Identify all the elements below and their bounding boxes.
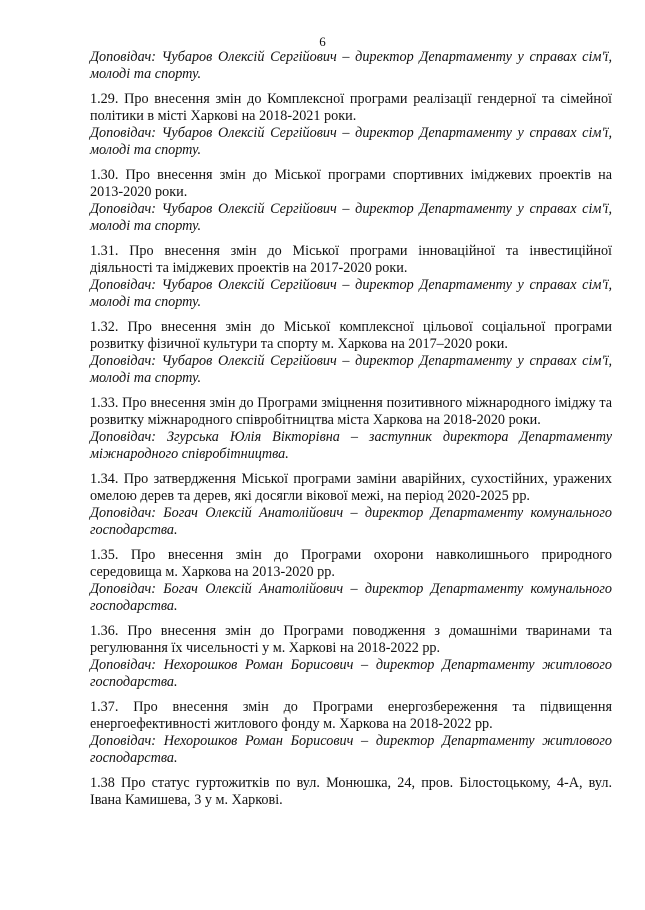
agenda-item-title: 1.37. Про внесення змін до Програми енергозбереження та підвищення енергоефективності житлового фонду м. Харкова на 2018-2022 рр.	[90, 699, 612, 732]
agenda-item	[90, 699, 612, 767]
agenda-item-speaker: Доповідач: Чубаров Олексій Сергійович – директор Департаменту у справах сім'ї, молоді та спорту.	[90, 353, 612, 386]
agenda-item-title: 1.35. Про внесення змін до Програми охорони навколишнього природного середовища м. Харкова на 2013-2020 рр.	[90, 547, 612, 580]
agenda-item	[90, 167, 612, 235]
agenda-item	[90, 471, 612, 539]
agenda-item	[90, 775, 612, 809]
agenda-item	[90, 91, 612, 159]
agenda-item-speaker: Доповідач: Чубаров Олексій Сергійович – директор Департаменту у справах сім'ї, молоді та спорту.	[90, 277, 612, 310]
agenda-item-title: 1.29. Про внесення змін до Комплексної програми реалізації гендерної та сімейної політики в місті Харкові на 2018-2021 роки.	[90, 91, 612, 124]
page-number: 6	[319, 34, 326, 49]
agenda-item	[90, 49, 612, 83]
agenda-item-speaker: Доповідач: Богач Олексій Анатолійович – директор Департаменту комунального господарства.	[90, 505, 612, 538]
agenda-item	[90, 243, 612, 311]
agenda-item-speaker: Доповідач: Чубаров Олексій Сергійович – директор Департаменту у справах сім'ї, молоді та спорту.	[90, 49, 612, 82]
agenda-item-title: 1.33. Про внесення змін до Програми зміцнення позитивного міжнародного іміджу та розвитку міжнародного співробітництва міста Харкова на 2018-2020 роки.	[90, 395, 612, 428]
agenda-item-speaker: Доповідач: Чубаров Олексій Сергійович – директор Департаменту у справах сім'ї, молоді та спорту.	[90, 125, 612, 158]
agenda-item-speaker: Доповідач: Чубаров Олексій Сергійович – директор Департаменту у справах сім'ї, молоді та спорту.	[90, 201, 612, 234]
agenda-item	[90, 623, 612, 691]
agenda-item-speaker: Доповідач: Згурська Юлія Вікторівна – заступник директора Департаменту міжнародного співробітництва.	[90, 429, 612, 462]
agenda-item	[90, 319, 612, 387]
agenda-item-title: 1.31. Про внесення змін до Міської програми інноваційної та інвестиційної діяльності та іміджевих проектів на 2017-2020 роки.	[90, 243, 612, 276]
agenda-item-speaker: Доповідач: Богач Олексій Анатолійович – директор Департаменту комунального господарства.	[90, 581, 612, 614]
agenda-item	[90, 395, 612, 463]
agenda-item-title: 1.38 Про статус гуртожитків по вул. Монюшка, 24, пров. Білостоцькому, 4-А, вул. Івана Камишева, 3 у м. Харкові.	[90, 775, 612, 808]
agenda-list	[90, 49, 612, 817]
agenda-item-speaker: Доповідач: Нехорошков Роман Борисович – директор Департаменту житлового господарства.	[90, 733, 612, 766]
agenda-item-title: 1.32. Про внесення змін до Міської комплексної цільової соціальної програми розвитку фізичної культури та спорту м. Харкова на 2017–2020 роки.	[90, 319, 612, 352]
agenda-item	[90, 547, 612, 615]
agenda-item-title: 1.34. Про затвердження Міської програми заміни аварійних, сухостійних, уражених омелою дерев та дерев, які досягли вікової межі, на період 2020-2025 рр.	[90, 471, 612, 504]
agenda-item-title: 1.30. Про внесення змін до Міської програми спортивних іміджевих проектів на 2013-2020 роки.	[90, 167, 612, 200]
agenda-item-title: 1.36. Про внесення змін до Програми поводження з домашніми тваринами та регулювання їх чисельності у м. Харкові на 2018-2022 рр.	[90, 623, 612, 656]
agenda-item-speaker: Доповідач: Нехорошков Роман Борисович – директор Департаменту житлового господарства.	[90, 657, 612, 690]
